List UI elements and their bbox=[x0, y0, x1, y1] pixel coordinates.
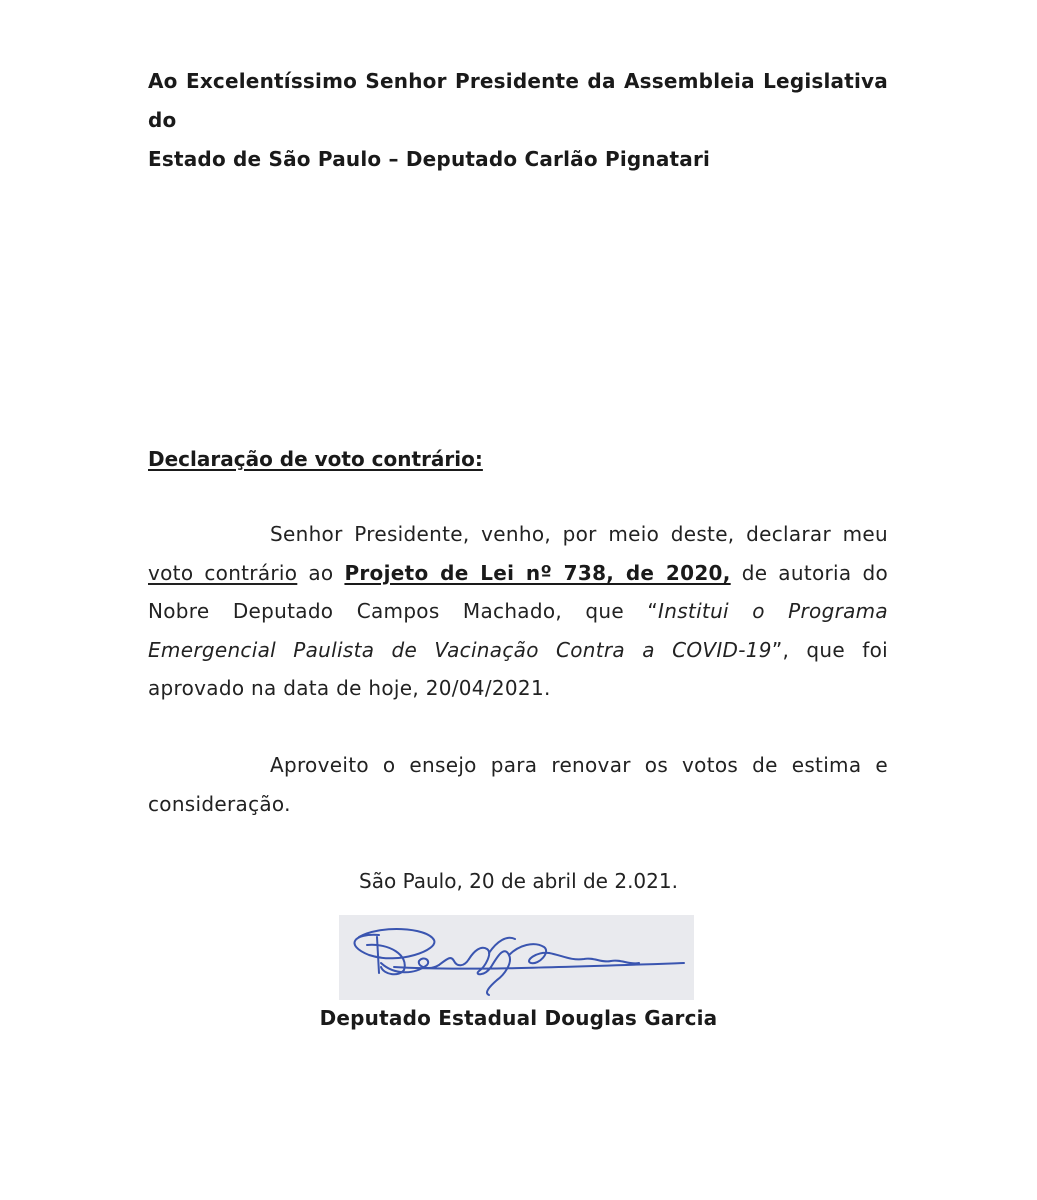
paragraph1-vote-contrary: voto contrário bbox=[148, 560, 298, 585]
signer-name-text: Deputado Estadual Douglas Garcia bbox=[319, 1006, 718, 1030]
signer-name bbox=[0, 1000, 1037, 1036]
paragraph-declaration bbox=[148, 515, 888, 708]
signature-scribble bbox=[339, 915, 694, 1000]
declaration-heading bbox=[148, 442, 888, 476]
paragraph-closing bbox=[148, 746, 888, 823]
addressee-line-1: Ao Excelentíssimo Senhor Presidente da Assembleia Legislativa do bbox=[148, 69, 888, 132]
paragraph1-bill-title: Institui o Programa Emergencial Paulista de Vacinação Contra a COVID-19 bbox=[148, 599, 888, 662]
paragraph1-text-7: ”, que foi aprovado na data de hoje, 20/04/2021. bbox=[148, 637, 888, 700]
paragraph1-text-5: de autoria do Nobre Deputado Campos Machado, que “ bbox=[148, 560, 888, 623]
date-line-text: São Paulo, 20 de abril de 2.021. bbox=[359, 869, 678, 893]
addressee bbox=[148, 62, 888, 179]
paragraph1-bill-reference: Projeto de Lei nº 738, de 2020, bbox=[344, 560, 731, 585]
declaration-heading-text: Declaração de voto contrário: bbox=[148, 447, 483, 471]
signature-image bbox=[339, 915, 694, 1000]
paragraph1-text-1: Senhor Presidente, venho, por meio deste, declarar meu bbox=[270, 522, 888, 546]
date-line bbox=[0, 863, 1037, 899]
paragraph1-text-3: ao bbox=[297, 560, 345, 585]
paragraph2-text: Aproveito o ensejo para renovar os votos de estima e consideração. bbox=[148, 753, 888, 816]
addressee-line-2: Estado de São Paulo – Deputado Carlão Pignatari bbox=[148, 147, 711, 171]
